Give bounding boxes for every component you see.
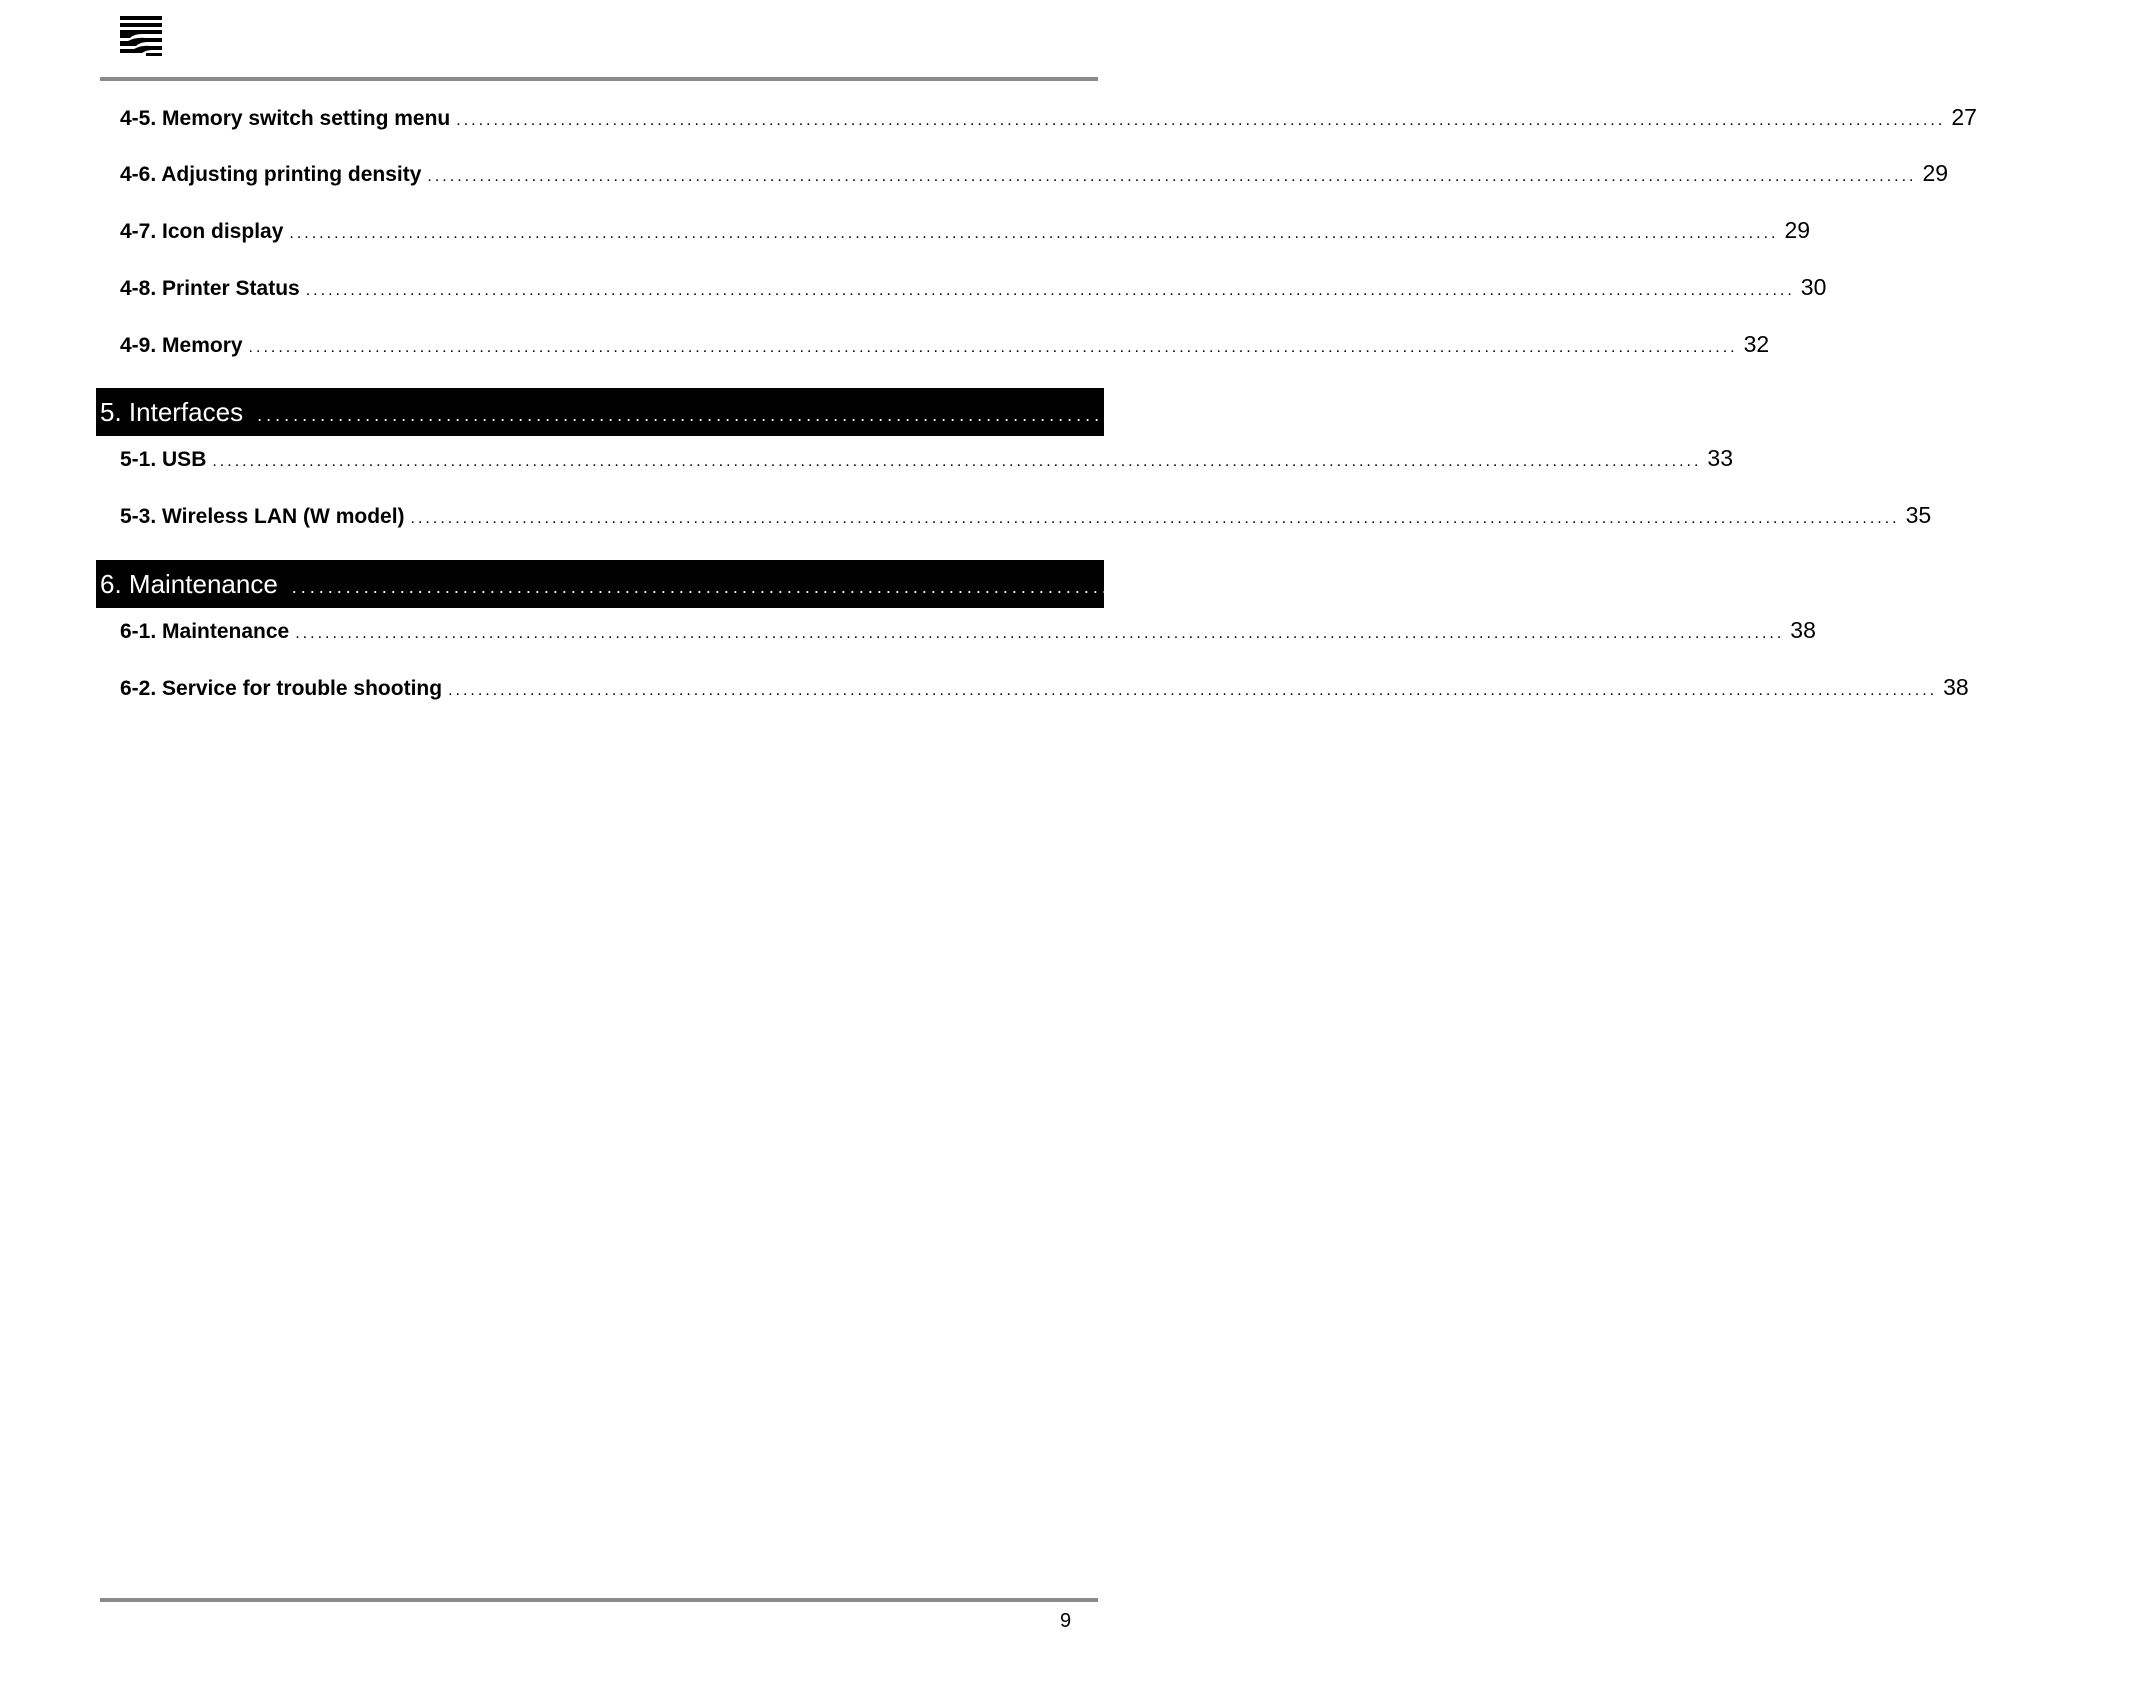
dot-leader: ........................................................................................................................................................................................................: [248, 339, 1738, 356]
toc-entry-label: 5-1. USB: [120, 448, 207, 471]
toc-entry-page: 35: [1905, 502, 1932, 528]
toc-entry[interactable]: [120, 502, 1932, 538]
toc-chapter-heading[interactable]: [96, 388, 2098, 436]
page-number: 9: [1060, 1610, 1072, 1632]
toc-entry-page: 29: [1784, 217, 1811, 243]
toc-entry-label: 5. Interfaces: [100, 396, 244, 427]
toc-entry[interactable]: [120, 617, 1816, 653]
toc-entry[interactable]: [120, 445, 1734, 481]
dot-leader: ........................................................................................................................................................................................................: [257, 404, 2058, 425]
dot-leader: ........................................................................................................................................................................................................: [427, 168, 1917, 185]
dot-leader: ........................................................................................................................................................................................................: [291, 576, 2092, 597]
toc-entry-page: 32: [1743, 331, 1770, 357]
dot-leader: ........................................................................................................................................................................................................: [212, 453, 1702, 470]
dot-leader: ........................................................................................................................................................................................................: [305, 282, 1795, 299]
toc-chapter-heading[interactable]: [96, 560, 2132, 608]
toc-entry-label: 4-5. Memory switch setting menu: [120, 107, 451, 130]
toc-entry-label: 6. Maintenance: [100, 568, 278, 599]
header-rule: [100, 77, 1098, 81]
toc-entry-page: 30: [1800, 274, 1827, 300]
toc-entry-page: 38: [1943, 674, 1969, 700]
dot-leader: ........................................................................................................................................................................................................: [456, 112, 1946, 129]
toc-entry-label: 4-9. Memory: [120, 334, 243, 357]
toc-entry[interactable]: [120, 674, 1969, 710]
toc-entry-label: 6-2. Service for trouble shooting: [120, 677, 443, 700]
footer-rule: [100, 1598, 1098, 1602]
toc-entry[interactable]: [120, 160, 1949, 196]
toc-entry-page: 27: [1951, 104, 1977, 130]
dot-leader: ........................................................................................................................................................................................................: [410, 510, 1900, 527]
toc-entry-label: 6-1. Maintenance: [120, 620, 290, 643]
toc-entry[interactable]: [120, 274, 1827, 310]
dot-leader: ........................................................................................................................................................................................................: [295, 625, 1785, 642]
toc-entry[interactable]: [120, 104, 1977, 140]
toc-entry-page: 33: [2067, 396, 2098, 427]
toc-entry[interactable]: [120, 217, 1811, 253]
dot-leader: ........................................................................................................................................................................................................: [289, 225, 1779, 242]
toc-entry-label: 4-6. Adjusting printing density: [120, 163, 422, 186]
toc-entry-page: 33: [1707, 445, 1734, 471]
toc-entry[interactable]: [120, 331, 1770, 367]
wave-lines-logo-icon: [120, 16, 162, 56]
toc-entry-page: 29: [1922, 160, 1949, 186]
toc-entry-page: 38: [1790, 617, 1816, 643]
toc-entry-page: 38: [2102, 568, 2132, 599]
dot-leader: ........................................................................................................................................................................................................: [448, 682, 1938, 699]
toc-entry-label: 4-7. Icon display: [120, 220, 284, 243]
toc-entry-label: 4-8. Printer Status: [120, 277, 300, 300]
toc-entry-label: 5-3. Wireless LAN (W model): [120, 505, 405, 528]
